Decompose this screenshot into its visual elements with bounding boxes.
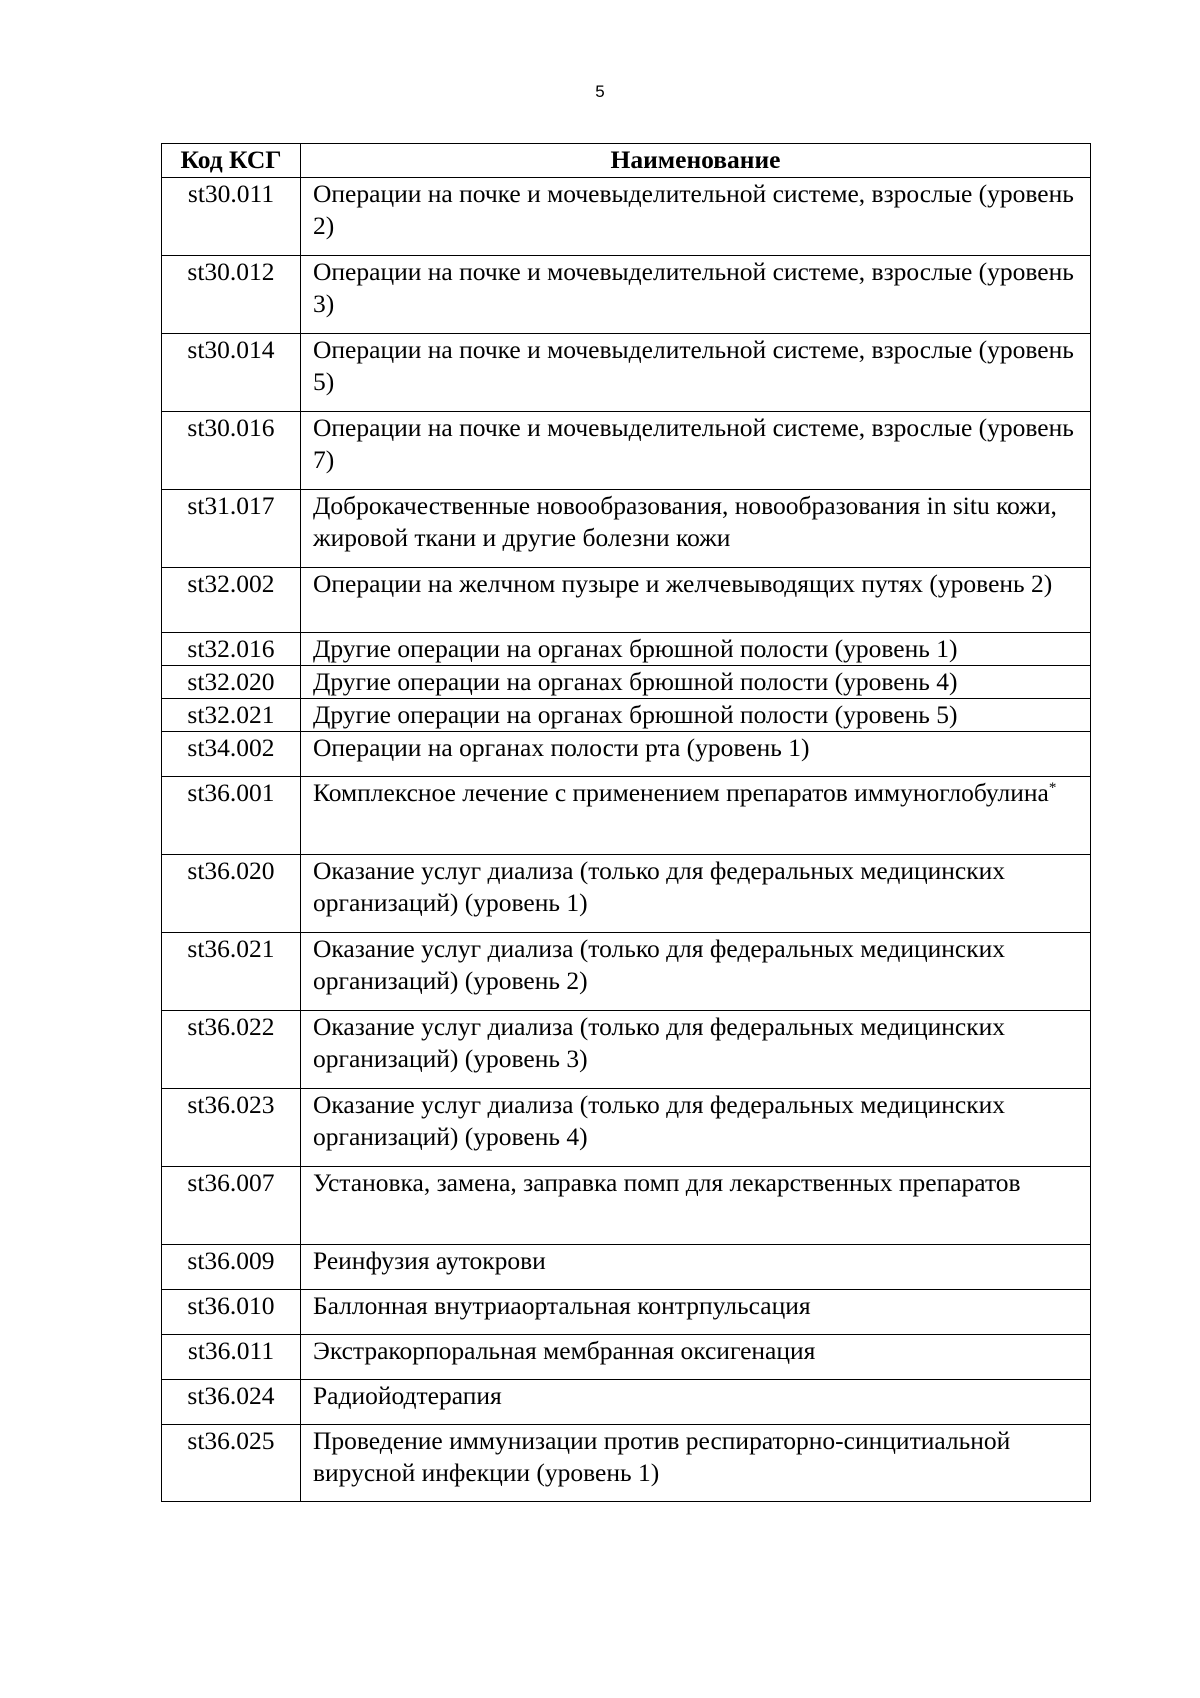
ksg-code-cell: st36.021 <box>162 933 301 1011</box>
table-row <box>162 633 1091 666</box>
ksg-name-cell: Оказание услуг диализа (только для федеральных медицинских организаций) (уровень 3) <box>301 1011 1091 1089</box>
table-row <box>162 568 1091 633</box>
ksg-name-cell: Проведение иммунизации против респираторно-синцитиальной вирусной инфекции (уровень 1) <box>301 1425 1091 1502</box>
ksg-code-cell: st30.012 <box>162 256 301 334</box>
table-row <box>162 1290 1091 1335</box>
ksg-name-cell: Экстракорпоральная мембранная оксигенация <box>301 1335 1091 1380</box>
ksg-code-cell: st36.025 <box>162 1425 301 1502</box>
ksg-code-cell: st32.002 <box>162 568 301 633</box>
ksg-code-cell: st30.016 <box>162 412 301 490</box>
table-row <box>162 732 1091 777</box>
ksg-name-cell: Операции на органах полости рта (уровень 1) <box>301 732 1091 777</box>
ksg-code-cell: st34.002 <box>162 732 301 777</box>
table-row <box>162 1245 1091 1290</box>
footnote-mark: * <box>1048 780 1057 796</box>
ksg-name-cell: Оказание услуг диализа (только для федеральных медицинских организаций) (уровень 1) <box>301 855 1091 933</box>
ksg-code-cell: st31.017 <box>162 490 301 568</box>
ksg-name-cell: Радиойодтерапия <box>301 1380 1091 1425</box>
ksg-name-cell: Операции на почке и мочевыделительной системе, взрослые (уровень 7) <box>301 412 1091 490</box>
page-number: 5 <box>595 82 605 101</box>
header-code: Код КСГ <box>162 144 301 178</box>
ksg-name-cell: Операции на почке и мочевыделительной системе, взрослые (уровень 2) <box>301 178 1091 256</box>
table-row <box>162 1335 1091 1380</box>
ksg-name-cell: Реинфузия аутокрови <box>301 1245 1091 1290</box>
ksg-code-cell: st36.020 <box>162 855 301 933</box>
ksg-name-cell: Операции на желчном пузыре и желчевыводящих путях (уровень 2) <box>301 568 1091 633</box>
table-row <box>162 1011 1091 1089</box>
ksg-name-cell: Доброкачественные новообразования, новообразования in situ кожи, жировой ткани и другие болезни кожи <box>301 490 1091 568</box>
table-row <box>162 933 1091 1011</box>
ksg-name-cell: Оказание услуг диализа (только для федеральных медицинских организаций) (уровень 2) <box>301 933 1091 1011</box>
header-name: Наименование <box>301 144 1091 178</box>
ksg-code-cell: st36.022 <box>162 1011 301 1089</box>
ksg-name-cell: Установка, замена, заправка помп для лекарственных препаратов <box>301 1167 1091 1245</box>
table-row <box>162 666 1091 699</box>
ksg-name-cell: Другие операции на органах брюшной полости (уровень 1) <box>301 633 1091 666</box>
ksg-name-cell: Операции на почке и мочевыделительной системе, взрослые (уровень 3) <box>301 256 1091 334</box>
ksg-name-cell: Другие операции на органах брюшной полости (уровень 5) <box>301 699 1091 732</box>
table-row <box>162 855 1091 933</box>
table-header-row <box>162 144 1091 178</box>
table-row <box>162 412 1091 490</box>
ksg-code-cell: st36.007 <box>162 1167 301 1245</box>
ksg-table <box>161 143 1091 1502</box>
ksg-code-cell: st32.021 <box>162 699 301 732</box>
table-row <box>162 490 1091 568</box>
table-row <box>162 777 1091 855</box>
ksg-code-cell: st30.011 <box>162 178 301 256</box>
ksg-code-cell: st32.016 <box>162 633 301 666</box>
ksg-code-cell: st36.010 <box>162 1290 301 1335</box>
ksg-code-cell: st30.014 <box>162 334 301 412</box>
ksg-code-cell: st36.009 <box>162 1245 301 1290</box>
ksg-name-cell: Другие операции на органах брюшной полости (уровень 4) <box>301 666 1091 699</box>
table-row <box>162 1380 1091 1425</box>
ksg-code-cell: st36.001 <box>162 777 301 855</box>
ksg-code-cell: st36.023 <box>162 1089 301 1167</box>
table-row <box>162 178 1091 256</box>
ksg-code-cell: st32.020 <box>162 666 301 699</box>
ksg-code-cell: st36.024 <box>162 1380 301 1425</box>
table-row <box>162 699 1091 732</box>
ksg-code-cell: st36.011 <box>162 1335 301 1380</box>
ksg-name-cell: Баллонная внутриаортальная контрпульсация <box>301 1290 1091 1335</box>
ksg-name-text: Комплексное лечение с применением препаратов иммуноглобулина <box>313 778 1049 807</box>
table-row <box>162 1089 1091 1167</box>
table-row <box>162 334 1091 412</box>
table-row <box>162 1167 1091 1245</box>
ksg-name-cell: Операции на почке и мочевыделительной системе, взрослые (уровень 5) <box>301 334 1091 412</box>
table-row <box>162 1425 1091 1502</box>
ksg-name-cell <box>301 777 1091 855</box>
ksg-name-cell: Оказание услуг диализа (только для федеральных медицинских организаций) (уровень 4) <box>301 1089 1091 1167</box>
table-row <box>162 256 1091 334</box>
